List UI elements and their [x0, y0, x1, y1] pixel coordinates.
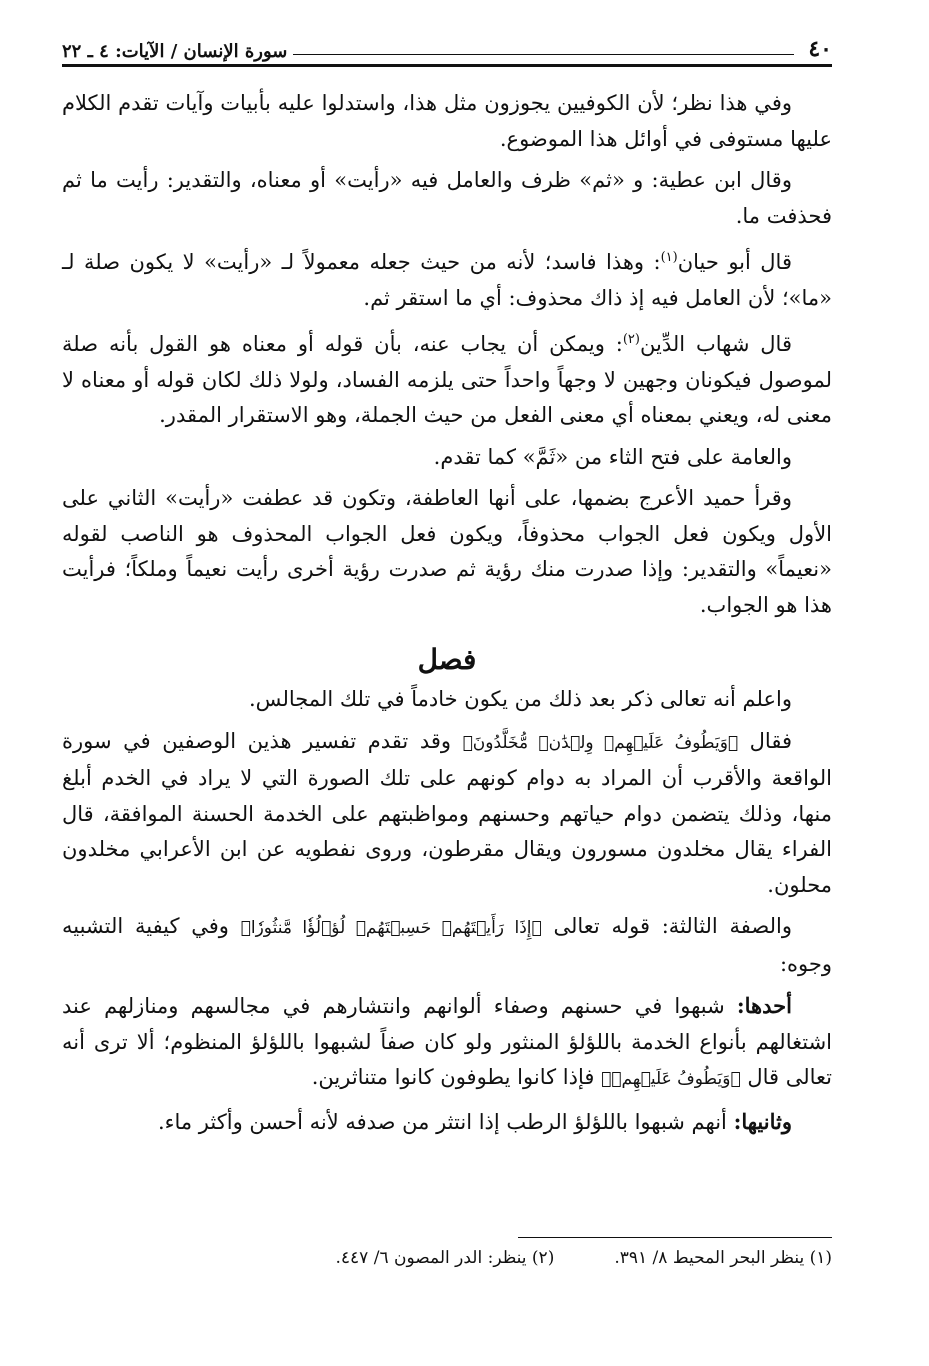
main-text: [62, 86, 832, 1146]
p10-lead: أحدها:: [736, 993, 792, 1018]
header-rule: [62, 64, 832, 67]
paragraph-8: [62, 724, 832, 904]
p3-text-before: قال أبو حيان: [677, 250, 792, 274]
p10-text-2: فإذا كانوا يطوفون كانوا متناثرين.: [311, 1065, 595, 1089]
p8-text-after: وقد تقدم تفسير هذين الوصفين في سورة الواقعة والأقرب أن المراد به دوام كونهم على تلك الصورة التي لا يراد في الخدم أبلغ منها، وذلك يتضمن دوام حياتهم وحسنهم ومواظبتهم على الخدمة الحسنة الموافقة، قال الفراء يقال مخلدون مسورون ويقال مقرطون، وروى نفطويه عن ابن الأعرابي مخلدون محلون.: [62, 728, 832, 897]
paragraph-2: وقال ابن عطية: و «ثم» ظرف والعامل فيه «رأيت» أو معناه، والتقدير: رأيت ما ثم فحذفت ما.: [62, 168, 832, 228]
paragraph-11: [62, 1104, 832, 1141]
p11-text: أنهم شبهوا باللؤلؤ الرطب إذا انتثر من صدفه لأنه أحسن وأكثر ماء.: [157, 1109, 727, 1134]
paragraph-5: والعامة على فتح الثاء من «ثَمَّ» كما تقدم.: [433, 444, 792, 469]
header-divider: [293, 54, 794, 55]
footnote-1: (١) ينظر البحر المحيط ٨/ ٣٩١.: [614, 1248, 832, 1268]
section-heading: فصل: [417, 643, 477, 676]
p4-text-before: قال شهاب الدِّين: [639, 332, 792, 356]
footnote-rule: [518, 1237, 832, 1238]
footnotes: [62, 1248, 832, 1268]
paragraph-4: [62, 322, 832, 434]
p11-lead: وثانيها:: [733, 1108, 792, 1134]
quran-verse-2: ﴿إِذَا رَأَيۡتَهُمۡ حَسِبۡتَهُمۡ لُؤۡلُؤٗا مَّنثُورٗا﴾: [240, 918, 542, 938]
paragraph-6: وقرأ حميد الأعرج بضمها، على أنها العاطفة، وتكون قد عطفت «رأيت» الثاني على الأول ويكون فعل الجواب محذوفاً، ويكون فعل الجواب المحذوف هو الناصب لقوله «نعيماً» والتقدير: وإذا صدرت منك رؤية ثم صدرت رؤية أخرى رأيت نعيماً وملكاً؛ فرأيت هذا هو الجواب.: [62, 486, 832, 617]
p3-text-after: : وهذا فاسد؛ لأنه من حيث جعله معمولاً لـ «رأيت» لا يكون صلة لـ «ما»؛ لأن العامل فيه إذ ذاك محذوف: أي ما استقر ثم.: [62, 250, 832, 310]
paragraph-9: [62, 909, 832, 982]
paragraph-10: [62, 988, 832, 1098]
p10-text-1: شبهوا في حسنهم وصفاء ألوانهم وانتشارهم في مجالسهم ومنازلهم عند اشتغالهم بأنواع الخدمة باللؤلؤ المنثور ولو كان صفاً لشبهوا باللؤلؤ المنظوم؛ ألا ترى أنه تعالى قال: [62, 994, 832, 1089]
footnote-ref-1: (١): [660, 250, 678, 265]
footnote-2: (٢) ينظر: الدر المصون ٦/ ٤٤٧.: [335, 1248, 555, 1268]
page-number: ٤٠: [808, 36, 832, 62]
p9-text-after: وفي كيفية التشبيه وجوه:: [62, 914, 832, 976]
p8-text-before: فقال: [749, 728, 792, 753]
p9-text-before: والصفة الثالثة: قوله تعالى: [553, 914, 792, 938]
p4-text-after: : ويمكن أن يجاب عنه، بأن قوله أو معناه هو القول بأنه صلة لموصول فيكونان وجهين لا وجهاً واحداً حتى يلزمه الفساد، ولولا ذلك لكان قوله أو معناه لا معنى له، ويعني بمعناه أي معنى الفعل من حيث الجملة، وهو الاستقرار المقدر.: [62, 332, 832, 427]
quran-verse-3: ﴿وَيَطُوفُ عَلَيۡهِمۡ﴾: [601, 1069, 741, 1089]
paragraph-7: واعلم أنه تعالى ذكر بعد ذلك من يكون خادماً في تلك المجالس.: [249, 687, 792, 711]
page-header: [62, 30, 832, 62]
paragraph-3: [62, 240, 832, 316]
footnote-ref-2: (٢): [622, 332, 640, 347]
running-title: سورة الإنسان / الآيات: ٤ ـ ٢٢: [62, 41, 288, 62]
quran-verse-1: ﴿وَيَطُوفُ عَلَيۡهِمۡ وِلۡدَٰنٞ مُّخَلَّدُونَ﴾: [462, 732, 739, 753]
paragraph-1: وفي هذا نظر؛ لأن الكوفيين يجوزون مثل هذا، واستدلوا عليه بأبيات وآيات تقدم الكلام عليها مستوفى في أوائل هذا الموضوع.: [62, 91, 832, 151]
